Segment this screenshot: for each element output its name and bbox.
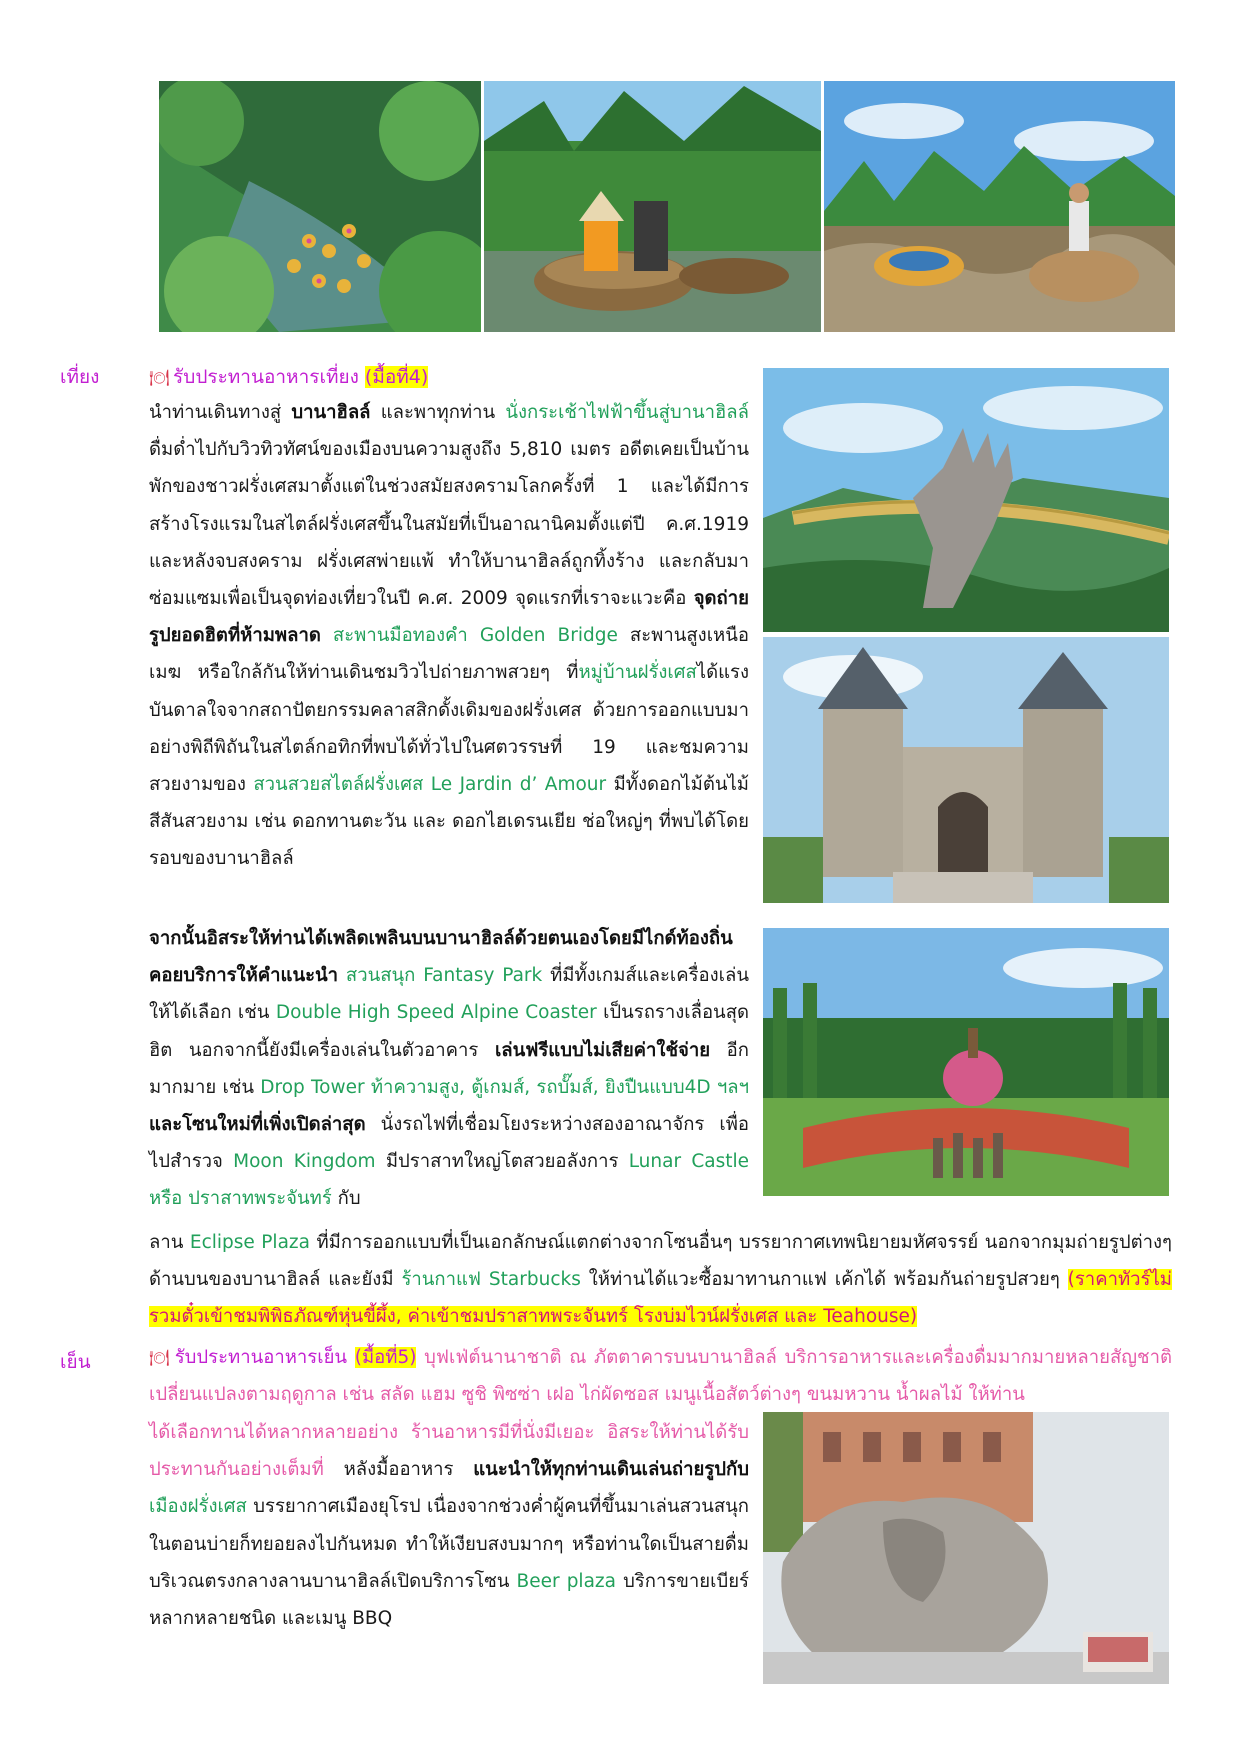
french-castle-photo	[763, 637, 1169, 903]
basket-boats-photo	[484, 81, 821, 332]
rock-sculpture-photo	[763, 1412, 1169, 1684]
lunch-meal-number: (มื้อที่4)	[364, 366, 429, 388]
lunch-paragraph-2: จากนั้นอิสระให้ท่านได้เพลิดเพลินบนบานาฮิลล์ด้วยตนเองโดยมีไกด์ท้องถิ่นคอยบริการให้คำแนะนำ สวนสนุก Fantasy Park ที่มีทั้งเกมส์และเครื่องเล่นให้ได้เลือก เช่น Double High Speed Alpine Coaster เป็นรถรางเลื่อนสุดฮิต นอกจากนี้ยังมีเครื่องเล่นในตัวอาคาร เล่นฟรีแบบไม่เสียค่าใช้จ่าย อีกมากมาย เช่น Drop Tower ท้าความสูง, ตู้เกมส์, รถบั๊มส์, ยิงปืนแบบ4D ฯลฯ และโซนใหม่ที่เพิ่งเปิดล่าสุด นั่งรถไฟที่เชื่อมโยงระหว่างสองอาณาจักร เพื่อไปสำรวจ Moon Kingdom มีปราสาทใหญ่โตสวยอลังการ Lunar Castle หรือ ปราสาทพระจันทร์ กับ	[149, 928, 750, 1210]
dinner-heading-paragraph	[149, 1339, 1172, 1413]
lunch-heading	[149, 362, 428, 392]
golden-bridge-photo	[763, 368, 1169, 632]
lunch-paragraph-1: นำท่านเดินทางสู่ บานาฮิลล์ และพาทุกท่าน นั่งกระเช้าไฟฟ้าขึ้นสู่บานาฮิลล์ ดื่มด่ำไปกับวิวทิวทัศน์ของเมืองบนความสูงถึง 5,810 เมตร อดีตเคยเป็นบ้านพักของชาวฝรั่งเศสมาตั้งแต่ในช่วงสมัยสงครามโลกครั้งที่ 1 และได้มีการสร้างโรงแรมในสไตล์ฝรั่งเศสขึ้นในสมัยที่เป็นอาณานิคมตั้งแต่ปี ค.ศ.1919 และหลังจบสงคราม ฝรั่งเศสพ่ายแพ้ ทำให้บานาฮิลล์ถูกทิ้งร้าง และกลับมาซ่อมแซมเพื่อเป็นจุดท่องเที่ยวในปี ค.ศ. 2009 จุดแรกที่เราจะแวะคือ จุดถ่ายรูปยอดฮิตที่ห้ามพลาด สะพานมือทองคำ Golden Bridge สะพานสูงเหนือเมฆ หรือใกล้กันให้ท่านเดินชมวิวไปถ่ายภาพสวยๆ ที่หมู่บ้านฝรั่งเศสได้แรงบันดาลใจจากสถาปัตยกรรมคลาสสิกดั้งเดิมของฝรั่งเศส ด้วยการออกแบบมาอย่างพิถีพิถันในสไตล์กอทิกที่พบได้ทั่วไปในศตวรรษที่ 19 และชมความสวยงามของ สวนสวยสไตล์ฝรั่งเศส Le Jardin d’ Amour มีทั้งดอกไม้ต้นไม้สีสันสวยงาม เช่น ดอกทานตะวัน และ ดอกไฮเดรนเยีย ช่อใหญ่ๆ ที่พบได้โดยรอบของบานาฮิลล์	[149, 402, 749, 870]
lunch-title: รับประทานอาหารเที่ยง	[173, 366, 359, 388]
lunch-paragraph-3: ลาน Eclipse Plaza ที่มีการออกแบบที่เป็นเอกลักษณ์แตกต่างจากโซนอื่นๆ บรรยากาศเทพนิยายมหัศจรรย์ นอกจากมุมถ่ายรูปต่างๆ ด้านบนของบานาฮิลล์ และยังมี ร้านกาแฟ Starbucks ให้ท่านได้แวะซื้อมาทานกาแฟ เค้กได้ พร้อมกันถ่ายรูปสวยๆ (ราคาทัวร์ไม่รวมตั๋วเข้าชมพิพิธภัณฑ์หุ่นขี้ผึ้ง, ค่าเข้าชมปราสาทพระจันทร์ โรงบ่มไวน์ฝรั่งเศส และ Teahouse)	[149, 1232, 1172, 1328]
boatman-spinning-photo	[824, 81, 1175, 332]
dinner-time-label: เย็น	[60, 1351, 91, 1373]
plate-icon: 🍽	[149, 368, 170, 387]
dinner-paragraph: ได้เลือกทานได้หลากหลายอย่าง ร้านอาหารมีที่นั่งมีเยอะ อิสระให้ท่านได้รับประทานกันอย่างเต็มที่ หลังมื้ออาหาร แนะนำให้ทุกท่านเดินเล่นถ่ายรูปกับ เมืองฝรั่งเศส บรรยากาศเมืองยุโรป เนื่องจากช่วงค่ำผู้คนที่ขึ้นมาเล่นสวนสนุกในตอนบ่ายก็ทยอยลงไปกันหมด ทำให้เงียบสงบมากๆ หรือท่านใดเป็นสายดื่ม บริเวณตรงกลางลานบานาฮิลล์เปิดบริการโซน Beer plaza บริการขายเบียร์หลากหลายชนิด และเมนู BBQ	[149, 1422, 749, 1630]
flower-garden-photo	[763, 928, 1169, 1196]
dinner-intro: บุฟเฟ่ต์นานาชาติ ณ ภัตตาคารบนบานาฮิลล์ บริการอาหารและเครื่องดื่มมากมายหลายสัญชาติ เปลี่ยนแปลงตามฤดูกาล เช่น สลัด แฮม ซูชิ พิซซ่า เฝอ ไก่ผัดซอส เมนูเนื้อสัตว์ต่างๆ ขนมหวาน น้ำผลไม้ ให้ท่าน	[149, 1347, 1172, 1406]
lunch-time-label: เที่ยง	[60, 366, 100, 388]
coconut-forest-aerial-photo	[159, 81, 481, 332]
dinner-meal-number: (มื้อที่5)	[354, 1347, 417, 1368]
plate-icon: 🍽	[149, 1348, 170, 1367]
dinner-title: รับประทานอาหารเย็น	[174, 1347, 348, 1368]
